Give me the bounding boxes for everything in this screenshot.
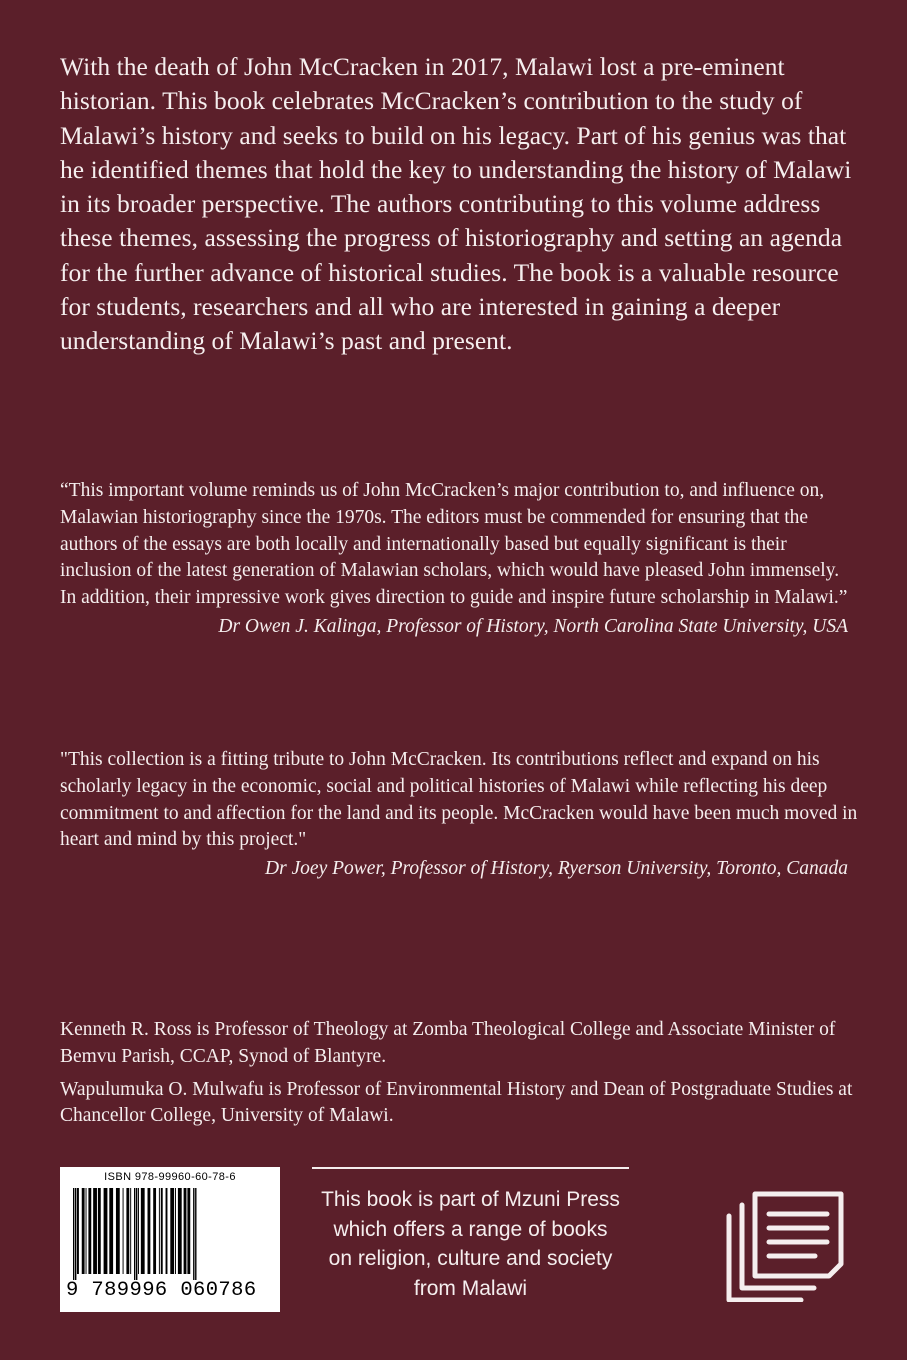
barcode-bars xyxy=(71,1188,271,1280)
press-info xyxy=(312,1167,629,1303)
press-line: This book is part of Mzuni Press xyxy=(321,1188,620,1211)
barcode-guard-bar xyxy=(75,1188,76,1280)
barcode-bar xyxy=(88,1188,91,1274)
isbn-label: ISBN 978-99960-60-78-6 xyxy=(104,1171,236,1183)
barcode-bar xyxy=(98,1188,101,1274)
press-line: from Malawi xyxy=(413,1276,528,1300)
quote-text: "This collection is a fitting tribute to John McCracken. Its contributions reflect and expand on his scholarly legacy in the economic, social and political histories of Malawi while reflecting his deep commitment to and affection for the land and its people. McCracken would have been much moved in heart and mind by this project." xyxy=(60,749,858,851)
barcode-bar xyxy=(126,1188,129,1274)
stacked-documents-icon xyxy=(725,1190,847,1302)
barcode-bar xyxy=(123,1188,124,1274)
barcode-bar xyxy=(130,1188,131,1274)
endorsement-quote-1 xyxy=(60,478,860,641)
quote-text: “This important volume reminds us of John McCracken’s major contribution to, and influence on, Malawian historiography since the 1970s. The editors must be commended for ensuring that the authors of the essays are both locally and internationally based but equally significant is their inclusion of the latest generation of Malawian scholars, which would have pleased John immensely. In addition, their impressive work gives direction to guide and inspire future scholarship in Malawi.” xyxy=(60,480,848,609)
editor-bios xyxy=(60,1017,860,1130)
barcode-bar xyxy=(159,1188,160,1274)
barcode-bar xyxy=(148,1188,151,1274)
barcode-bar xyxy=(82,1188,85,1274)
barcode-bar xyxy=(93,1188,97,1274)
barcode-bar xyxy=(86,1188,87,1274)
barcode-guard-bar xyxy=(136,1188,137,1280)
barcode-bar xyxy=(109,1188,113,1274)
editor-bio-ross: Kenneth R. Ross is Professor of Theology at Zomba Theological College and Associate Minister of Bemvu Parish, CCAP, Synod of Blantyre. xyxy=(60,1019,836,1067)
barcode-bar xyxy=(153,1188,156,1274)
back-cover-blurb: With the death of John McCracken in 2017, Malawi lost a pre-eminent historian. This book celebrates McCracken’s contribution to the study of Malawi’s history and seeks to build on his legacy. Part of his genius was that he identified themes that hold the key to understanding the history of Malawi in its broader perspective. The authors contributing to this volume address these themes, assessing the progress of historiography and setting an agenda for the further advance of historical studies. The book is a valuable resource for students, researchers and all who are interested in gaining a deeper understanding of Malawi’s past and present. xyxy=(60,52,852,356)
barcode-bar xyxy=(166,1188,168,1274)
press-divider xyxy=(312,1167,629,1169)
barcode-bar xyxy=(161,1188,163,1274)
barcode-bar xyxy=(170,1188,174,1274)
barcode-bar xyxy=(77,1188,79,1274)
endorsement-quote-2 xyxy=(60,747,860,883)
isbn-barcode xyxy=(60,1167,280,1312)
barcode-bar xyxy=(104,1188,108,1274)
barcode-guard-bar xyxy=(193,1188,194,1280)
isbn-digits: 9 789996 060786 xyxy=(66,1279,257,1302)
barcode-bar xyxy=(187,1188,190,1274)
barcode-guard-bar xyxy=(134,1188,135,1280)
quote-attribution: Dr Joey Power, Professor of History, Ryerson University, Toronto, Canada xyxy=(264,858,848,880)
quote-attribution: Dr Owen J. Kalinga, Professor of History, North Carolina State University, USA xyxy=(218,615,848,637)
press-line: on religion, culture and society xyxy=(328,1247,613,1270)
barcode-guard-bar xyxy=(73,1188,74,1280)
barcode-bar xyxy=(178,1188,182,1274)
barcode-bar xyxy=(175,1188,176,1274)
press-line: which offers a range of books xyxy=(333,1217,608,1241)
barcode-bar xyxy=(138,1188,139,1274)
barcode-guard-bar xyxy=(195,1188,196,1280)
barcode-bar xyxy=(141,1188,145,1274)
editor-bio-mulwafu: Wapulumuka O. Mulwafu is Professor of Environmental History and Dean of Postgraduate Studies at Chancellor College, University of Malawi. xyxy=(60,1078,853,1127)
barcode-bar xyxy=(116,1188,120,1274)
barcode-bar xyxy=(184,1188,187,1274)
